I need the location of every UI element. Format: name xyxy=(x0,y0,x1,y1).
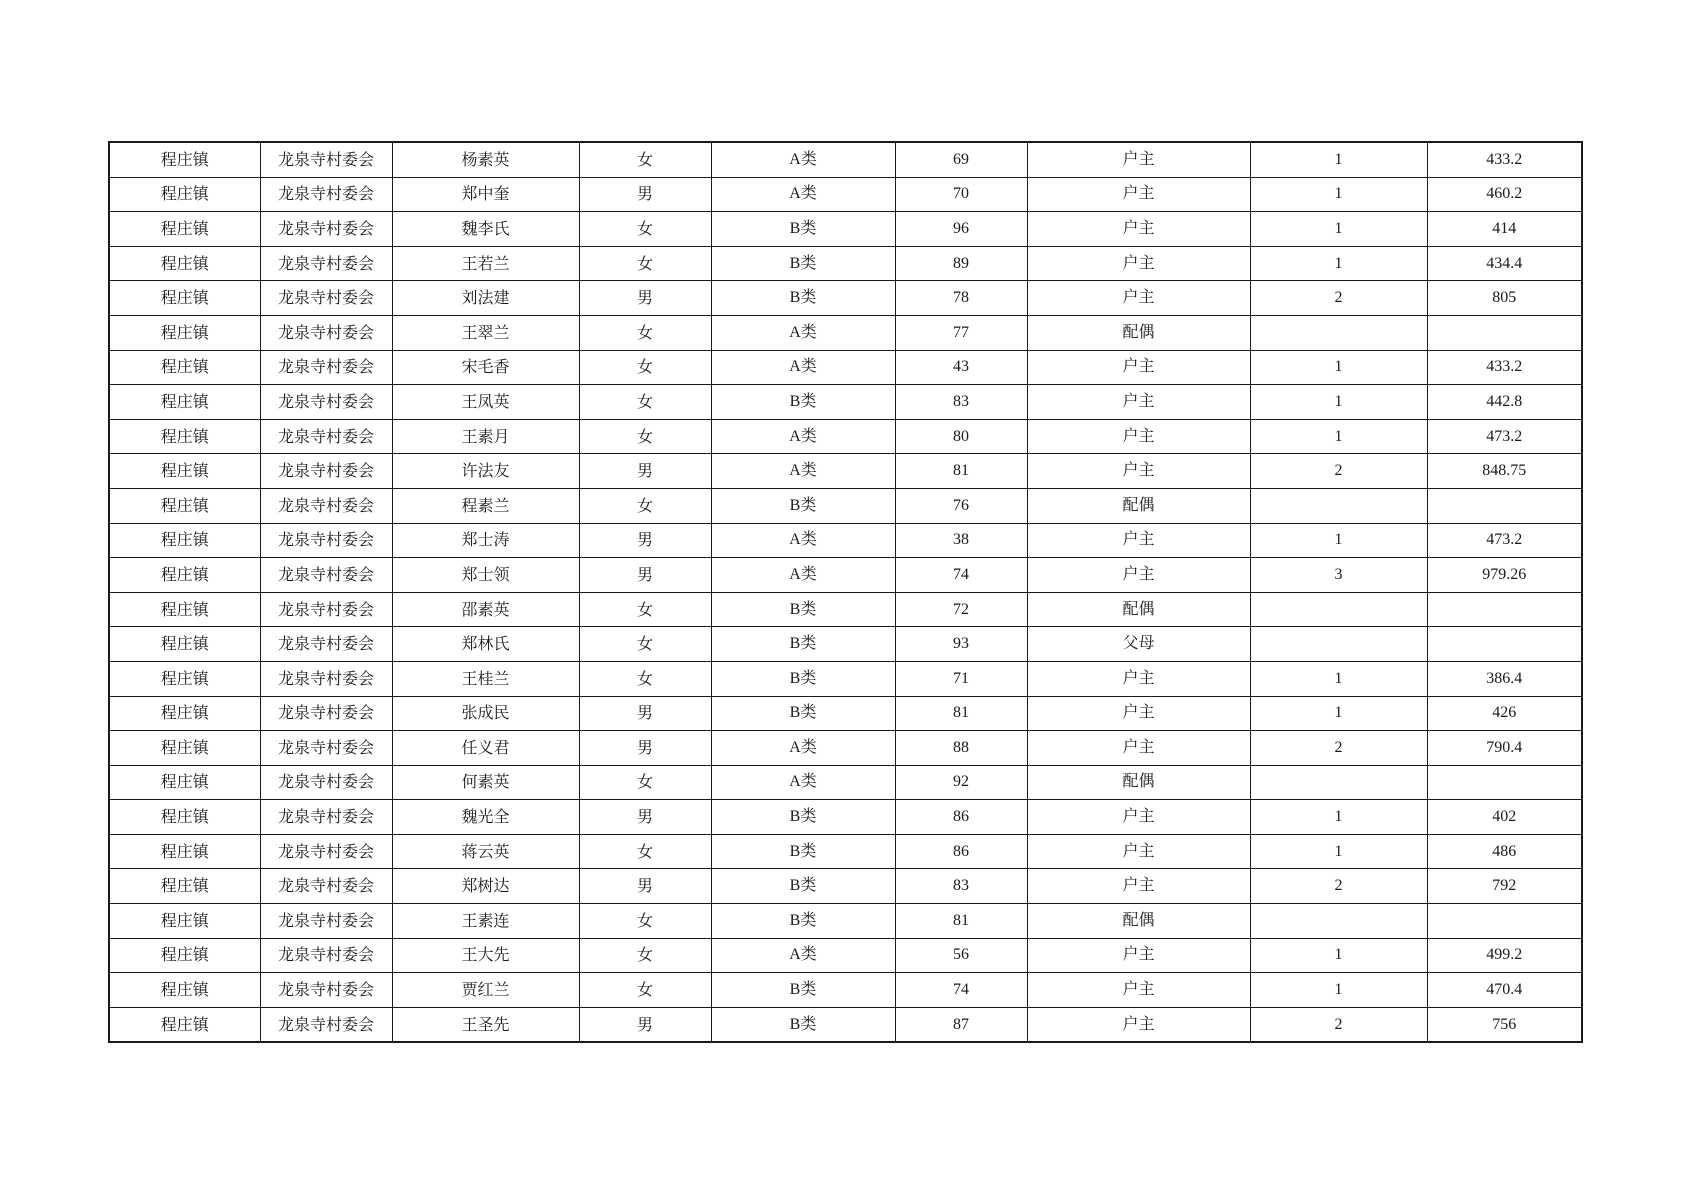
relation-cell: 户主 xyxy=(1027,731,1250,766)
gender-cell: 男 xyxy=(579,558,711,593)
category-cell: B类 xyxy=(711,212,895,247)
town-cell: 程庄镇 xyxy=(109,938,260,973)
table-row xyxy=(109,904,1582,939)
village-committee-cell: 龙泉寺村委会 xyxy=(260,385,392,420)
amount-cell xyxy=(1427,765,1582,800)
village-committee-cell: 龙泉寺村委会 xyxy=(260,627,392,662)
table-row xyxy=(109,558,1582,593)
town-cell: 程庄镇 xyxy=(109,246,260,281)
town-cell: 程庄镇 xyxy=(109,834,260,869)
name-cell: 何素英 xyxy=(392,765,579,800)
relation-cell: 户主 xyxy=(1027,834,1250,869)
category-cell: A类 xyxy=(711,454,895,489)
household-size-cell: 1 xyxy=(1250,142,1427,177)
gender-cell: 女 xyxy=(579,973,711,1008)
table-row xyxy=(109,800,1582,835)
household-size-cell: 1 xyxy=(1250,177,1427,212)
table-row xyxy=(109,973,1582,1008)
table-row xyxy=(109,592,1582,627)
amount-cell: 434.4 xyxy=(1427,246,1582,281)
town-cell: 程庄镇 xyxy=(109,350,260,385)
town-cell: 程庄镇 xyxy=(109,212,260,247)
household-size-cell: 1 xyxy=(1250,834,1427,869)
category-cell: A类 xyxy=(711,315,895,350)
household-size-cell: 1 xyxy=(1250,385,1427,420)
name-cell: 宋毛香 xyxy=(392,350,579,385)
town-cell: 程庄镇 xyxy=(109,558,260,593)
amount-cell xyxy=(1427,592,1582,627)
town-cell: 程庄镇 xyxy=(109,142,260,177)
age-cell: 38 xyxy=(895,523,1027,558)
relation-cell: 配偶 xyxy=(1027,488,1250,523)
household-size-cell xyxy=(1250,904,1427,939)
village-committee-cell: 龙泉寺村委会 xyxy=(260,904,392,939)
gender-cell: 男 xyxy=(579,523,711,558)
category-cell: B类 xyxy=(711,834,895,869)
table-row xyxy=(109,938,1582,973)
table-row xyxy=(109,177,1582,212)
gender-cell: 男 xyxy=(579,731,711,766)
category-cell: A类 xyxy=(711,523,895,558)
age-cell: 86 xyxy=(895,834,1027,869)
gender-cell: 女 xyxy=(579,661,711,696)
relation-cell: 户主 xyxy=(1027,454,1250,489)
amount-cell: 414 xyxy=(1427,212,1582,247)
town-cell: 程庄镇 xyxy=(109,627,260,662)
category-cell: A类 xyxy=(711,177,895,212)
table-row xyxy=(109,315,1582,350)
document-page xyxy=(108,141,1581,1043)
category-cell: B类 xyxy=(711,385,895,420)
name-cell: 王凤英 xyxy=(392,385,579,420)
household-size-cell xyxy=(1250,592,1427,627)
household-size-cell xyxy=(1250,627,1427,662)
name-cell: 王若兰 xyxy=(392,246,579,281)
amount-cell: 426 xyxy=(1427,696,1582,731)
town-cell: 程庄镇 xyxy=(109,696,260,731)
name-cell: 郑林氏 xyxy=(392,627,579,662)
name-cell: 程素兰 xyxy=(392,488,579,523)
relation-cell: 户主 xyxy=(1027,281,1250,316)
category-cell: A类 xyxy=(711,350,895,385)
amount-cell: 433.2 xyxy=(1427,142,1582,177)
household-size-cell xyxy=(1250,315,1427,350)
amount-cell: 790.4 xyxy=(1427,731,1582,766)
age-cell: 86 xyxy=(895,800,1027,835)
table-row xyxy=(109,834,1582,869)
gender-cell: 男 xyxy=(579,454,711,489)
age-cell: 76 xyxy=(895,488,1027,523)
category-cell: B类 xyxy=(711,592,895,627)
amount-cell: 460.2 xyxy=(1427,177,1582,212)
town-cell: 程庄镇 xyxy=(109,385,260,420)
amount-cell xyxy=(1427,904,1582,939)
town-cell: 程庄镇 xyxy=(109,765,260,800)
category-cell: A类 xyxy=(711,938,895,973)
age-cell: 56 xyxy=(895,938,1027,973)
village-committee-cell: 龙泉寺村委会 xyxy=(260,281,392,316)
village-committee-cell: 龙泉寺村委会 xyxy=(260,454,392,489)
amount-cell: 473.2 xyxy=(1427,419,1582,454)
relation-cell: 户主 xyxy=(1027,350,1250,385)
age-cell: 81 xyxy=(895,696,1027,731)
name-cell: 魏光全 xyxy=(392,800,579,835)
table-row xyxy=(109,488,1582,523)
category-cell: B类 xyxy=(711,696,895,731)
household-size-cell: 1 xyxy=(1250,973,1427,1008)
amount-cell: 470.4 xyxy=(1427,973,1582,1008)
town-cell: 程庄镇 xyxy=(109,177,260,212)
relation-cell: 配偶 xyxy=(1027,592,1250,627)
age-cell: 72 xyxy=(895,592,1027,627)
village-committee-cell: 龙泉寺村委会 xyxy=(260,523,392,558)
table-row xyxy=(109,385,1582,420)
name-cell: 任义君 xyxy=(392,731,579,766)
amount-cell xyxy=(1427,627,1582,662)
table-row xyxy=(109,731,1582,766)
category-cell: B类 xyxy=(711,869,895,904)
category-cell: B类 xyxy=(711,661,895,696)
amount-cell: 486 xyxy=(1427,834,1582,869)
name-cell: 郑士涛 xyxy=(392,523,579,558)
category-cell: B类 xyxy=(711,488,895,523)
name-cell: 郑士领 xyxy=(392,558,579,593)
village-committee-cell: 龙泉寺村委会 xyxy=(260,419,392,454)
name-cell: 王大先 xyxy=(392,938,579,973)
category-cell: A类 xyxy=(711,558,895,593)
town-cell: 程庄镇 xyxy=(109,904,260,939)
category-cell: A类 xyxy=(711,419,895,454)
age-cell: 96 xyxy=(895,212,1027,247)
gender-cell: 男 xyxy=(579,869,711,904)
village-committee-cell: 龙泉寺村委会 xyxy=(260,246,392,281)
relation-cell: 户主 xyxy=(1027,212,1250,247)
category-cell: B类 xyxy=(711,973,895,1008)
household-size-cell: 1 xyxy=(1250,350,1427,385)
amount-cell: 402 xyxy=(1427,800,1582,835)
gender-cell: 女 xyxy=(579,212,711,247)
relation-cell: 户主 xyxy=(1027,869,1250,904)
name-cell: 邵素英 xyxy=(392,592,579,627)
town-cell: 程庄镇 xyxy=(109,1007,260,1042)
village-committee-cell: 龙泉寺村委会 xyxy=(260,488,392,523)
name-cell: 王素连 xyxy=(392,904,579,939)
age-cell: 77 xyxy=(895,315,1027,350)
village-committee-cell: 龙泉寺村委会 xyxy=(260,938,392,973)
relation-cell: 户主 xyxy=(1027,246,1250,281)
household-size-cell: 1 xyxy=(1250,696,1427,731)
name-cell: 王桂兰 xyxy=(392,661,579,696)
amount-cell: 792 xyxy=(1427,869,1582,904)
age-cell: 71 xyxy=(895,661,1027,696)
amount-cell: 473.2 xyxy=(1427,523,1582,558)
category-cell: A类 xyxy=(711,142,895,177)
gender-cell: 女 xyxy=(579,385,711,420)
relation-cell: 户主 xyxy=(1027,177,1250,212)
name-cell: 王素月 xyxy=(392,419,579,454)
category-cell: B类 xyxy=(711,281,895,316)
gender-cell: 男 xyxy=(579,696,711,731)
name-cell: 杨素英 xyxy=(392,142,579,177)
age-cell: 80 xyxy=(895,419,1027,454)
relation-cell: 户主 xyxy=(1027,696,1250,731)
age-cell: 89 xyxy=(895,246,1027,281)
table-row xyxy=(109,696,1582,731)
category-cell: B类 xyxy=(711,246,895,281)
relation-cell: 户主 xyxy=(1027,800,1250,835)
village-committee-cell: 龙泉寺村委会 xyxy=(260,765,392,800)
amount-cell: 756 xyxy=(1427,1007,1582,1042)
table-row xyxy=(109,627,1582,662)
name-cell: 许法友 xyxy=(392,454,579,489)
amount-cell: 805 xyxy=(1427,281,1582,316)
age-cell: 81 xyxy=(895,904,1027,939)
age-cell: 83 xyxy=(895,869,1027,904)
village-committee-cell: 龙泉寺村委会 xyxy=(260,696,392,731)
name-cell: 张成民 xyxy=(392,696,579,731)
gender-cell: 女 xyxy=(579,246,711,281)
category-cell: B类 xyxy=(711,904,895,939)
relation-cell: 配偶 xyxy=(1027,904,1250,939)
household-size-cell: 1 xyxy=(1250,212,1427,247)
gender-cell: 男 xyxy=(579,800,711,835)
household-size-cell: 2 xyxy=(1250,869,1427,904)
table-row xyxy=(109,765,1582,800)
household-size-cell: 1 xyxy=(1250,661,1427,696)
relation-cell: 户主 xyxy=(1027,558,1250,593)
relation-cell: 配偶 xyxy=(1027,765,1250,800)
gender-cell: 男 xyxy=(579,1007,711,1042)
village-committee-cell: 龙泉寺村委会 xyxy=(260,731,392,766)
category-cell: B类 xyxy=(711,800,895,835)
amount-cell: 499.2 xyxy=(1427,938,1582,973)
age-cell: 74 xyxy=(895,973,1027,1008)
roster-table xyxy=(108,141,1583,1043)
town-cell: 程庄镇 xyxy=(109,488,260,523)
gender-cell: 男 xyxy=(579,281,711,316)
gender-cell: 女 xyxy=(579,765,711,800)
relation-cell: 户主 xyxy=(1027,938,1250,973)
household-size-cell: 1 xyxy=(1250,246,1427,281)
amount-cell xyxy=(1427,315,1582,350)
category-cell: B类 xyxy=(711,1007,895,1042)
amount-cell: 386.4 xyxy=(1427,661,1582,696)
table-row xyxy=(109,1007,1582,1042)
household-size-cell xyxy=(1250,488,1427,523)
name-cell: 王圣先 xyxy=(392,1007,579,1042)
age-cell: 83 xyxy=(895,385,1027,420)
village-committee-cell: 龙泉寺村委会 xyxy=(260,834,392,869)
village-committee-cell: 龙泉寺村委会 xyxy=(260,869,392,904)
relation-cell: 户主 xyxy=(1027,973,1250,1008)
village-committee-cell: 龙泉寺村委会 xyxy=(260,350,392,385)
table-row xyxy=(109,142,1582,177)
roster-body xyxy=(109,142,1582,1042)
relation-cell: 户主 xyxy=(1027,1007,1250,1042)
town-cell: 程庄镇 xyxy=(109,315,260,350)
amount-cell: 848.75 xyxy=(1427,454,1582,489)
village-committee-cell: 龙泉寺村委会 xyxy=(260,212,392,247)
relation-cell: 户主 xyxy=(1027,142,1250,177)
amount-cell: 442.8 xyxy=(1427,385,1582,420)
gender-cell: 女 xyxy=(579,419,711,454)
village-committee-cell: 龙泉寺村委会 xyxy=(260,661,392,696)
gender-cell: 女 xyxy=(579,488,711,523)
name-cell: 郑树达 xyxy=(392,869,579,904)
gender-cell: 女 xyxy=(579,315,711,350)
town-cell: 程庄镇 xyxy=(109,523,260,558)
table-row xyxy=(109,661,1582,696)
name-cell: 刘法建 xyxy=(392,281,579,316)
household-size-cell: 2 xyxy=(1250,454,1427,489)
relation-cell: 父母 xyxy=(1027,627,1250,662)
age-cell: 78 xyxy=(895,281,1027,316)
gender-cell: 女 xyxy=(579,834,711,869)
town-cell: 程庄镇 xyxy=(109,454,260,489)
name-cell: 王翠兰 xyxy=(392,315,579,350)
household-size-cell: 3 xyxy=(1250,558,1427,593)
category-cell: A类 xyxy=(711,731,895,766)
village-committee-cell: 龙泉寺村委会 xyxy=(260,1007,392,1042)
village-committee-cell: 龙泉寺村委会 xyxy=(260,592,392,627)
gender-cell: 女 xyxy=(579,350,711,385)
village-committee-cell: 龙泉寺村委会 xyxy=(260,973,392,1008)
table-row xyxy=(109,350,1582,385)
age-cell: 81 xyxy=(895,454,1027,489)
town-cell: 程庄镇 xyxy=(109,592,260,627)
relation-cell: 户主 xyxy=(1027,523,1250,558)
table-row xyxy=(109,212,1582,247)
household-size-cell: 2 xyxy=(1250,281,1427,316)
town-cell: 程庄镇 xyxy=(109,281,260,316)
gender-cell: 女 xyxy=(579,142,711,177)
table-row xyxy=(109,523,1582,558)
household-size-cell: 2 xyxy=(1250,1007,1427,1042)
age-cell: 92 xyxy=(895,765,1027,800)
table-row xyxy=(109,454,1582,489)
amount-cell: 979.26 xyxy=(1427,558,1582,593)
town-cell: 程庄镇 xyxy=(109,731,260,766)
table-row xyxy=(109,419,1582,454)
town-cell: 程庄镇 xyxy=(109,973,260,1008)
village-committee-cell: 龙泉寺村委会 xyxy=(260,177,392,212)
village-committee-cell: 龙泉寺村委会 xyxy=(260,800,392,835)
household-size-cell xyxy=(1250,765,1427,800)
name-cell: 魏李氏 xyxy=(392,212,579,247)
age-cell: 69 xyxy=(895,142,1027,177)
age-cell: 88 xyxy=(895,731,1027,766)
age-cell: 87 xyxy=(895,1007,1027,1042)
age-cell: 93 xyxy=(895,627,1027,662)
amount-cell xyxy=(1427,488,1582,523)
table-row xyxy=(109,246,1582,281)
village-committee-cell: 龙泉寺村委会 xyxy=(260,558,392,593)
relation-cell: 户主 xyxy=(1027,419,1250,454)
category-cell: B类 xyxy=(711,627,895,662)
relation-cell: 配偶 xyxy=(1027,315,1250,350)
relation-cell: 户主 xyxy=(1027,385,1250,420)
relation-cell: 户主 xyxy=(1027,661,1250,696)
gender-cell: 女 xyxy=(579,938,711,973)
town-cell: 程庄镇 xyxy=(109,800,260,835)
town-cell: 程庄镇 xyxy=(109,661,260,696)
town-cell: 程庄镇 xyxy=(109,419,260,454)
village-committee-cell: 龙泉寺村委会 xyxy=(260,315,392,350)
village-committee-cell: 龙泉寺村委会 xyxy=(260,142,392,177)
household-size-cell: 2 xyxy=(1250,731,1427,766)
gender-cell: 女 xyxy=(579,627,711,662)
gender-cell: 女 xyxy=(579,904,711,939)
gender-cell: 女 xyxy=(579,592,711,627)
name-cell: 郑中奎 xyxy=(392,177,579,212)
table-row xyxy=(109,281,1582,316)
household-size-cell: 1 xyxy=(1250,800,1427,835)
age-cell: 74 xyxy=(895,558,1027,593)
category-cell: A类 xyxy=(711,765,895,800)
age-cell: 43 xyxy=(895,350,1027,385)
household-size-cell: 1 xyxy=(1250,419,1427,454)
name-cell: 贾红兰 xyxy=(392,973,579,1008)
name-cell: 蒋云英 xyxy=(392,834,579,869)
age-cell: 70 xyxy=(895,177,1027,212)
town-cell: 程庄镇 xyxy=(109,869,260,904)
amount-cell: 433.2 xyxy=(1427,350,1582,385)
gender-cell: 男 xyxy=(579,177,711,212)
table-row xyxy=(109,869,1582,904)
household-size-cell: 1 xyxy=(1250,523,1427,558)
household-size-cell: 1 xyxy=(1250,938,1427,973)
